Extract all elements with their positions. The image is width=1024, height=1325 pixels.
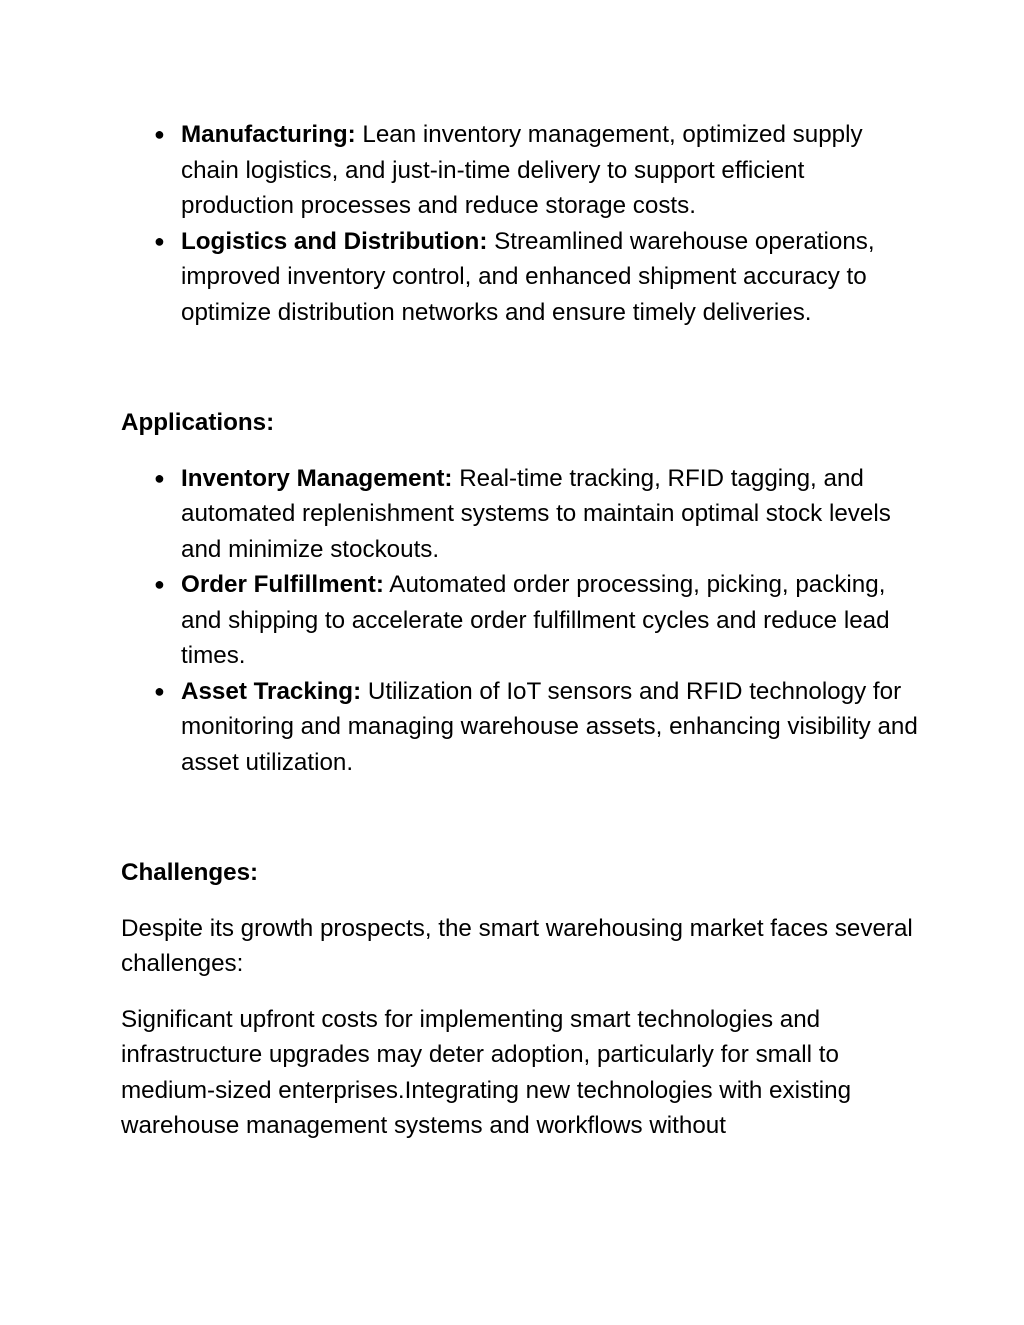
bullet-icon: ●	[154, 680, 165, 701]
list-item-text: Streamlined warehouse operations, improved inventory control, and enhanced shipment accuracy to optimize distribution networks and ensure timely deliveries.	[181, 227, 875, 326]
bullet-icon: ●	[154, 124, 165, 144]
bullet-icon: ●	[154, 467, 165, 488]
challenges-heading: Challenges:	[121, 859, 259, 886]
list-item	[121, 117, 921, 224]
sector-list	[121, 117, 921, 330]
bullet-icon: ●	[154, 574, 165, 594]
applications-heading: Applications:	[121, 409, 275, 436]
list-item	[121, 224, 921, 331]
challenges-intro-paragraph: Despite its growth prospects, the smart warehousing market faces several challenges:	[121, 914, 913, 977]
list-item-term: Manufacturing:	[181, 121, 356, 148]
list-item-term: Inventory Management:	[181, 464, 453, 492]
challenges-body-paragraph: Significant upfront costs for implementing smart technologies and infrastructure upgrades may deter adoption, particularly for small to medium-sized enterprises.Integrating new technologies with existing warehouse management systems and workflows without	[121, 1005, 852, 1139]
bullet-icon: ●	[154, 230, 165, 251]
list-item	[121, 461, 921, 568]
list-item-text: Real-time tracking, RFID tagging, and automated replenishment systems to maintain optimal stock levels and minimize stockouts.	[181, 464, 891, 563]
document-content	[121, 117, 921, 1144]
list-item-text: Utilization of IoT sensors and RFID technology for monitoring and managing warehouse assets, enhancing visibility and asset utilization.	[181, 677, 918, 776]
list-item-text: Automated order processing, picking, packing, and shipping to accelerate order fulfillment cycles and reduce lead times.	[181, 571, 890, 669]
list-item	[121, 567, 921, 674]
list-item-term: Asset Tracking:	[181, 677, 362, 705]
applications-list	[121, 461, 921, 781]
list-item	[121, 674, 921, 781]
list-item-text: Lean inventory management, optimized supply chain logistics, and just-in-time delivery to support efficient production processes and reduce storage costs.	[181, 121, 863, 219]
list-item-term: Order Fulfillment:	[181, 571, 384, 598]
list-item-term: Logistics and Distribution:	[181, 227, 488, 255]
